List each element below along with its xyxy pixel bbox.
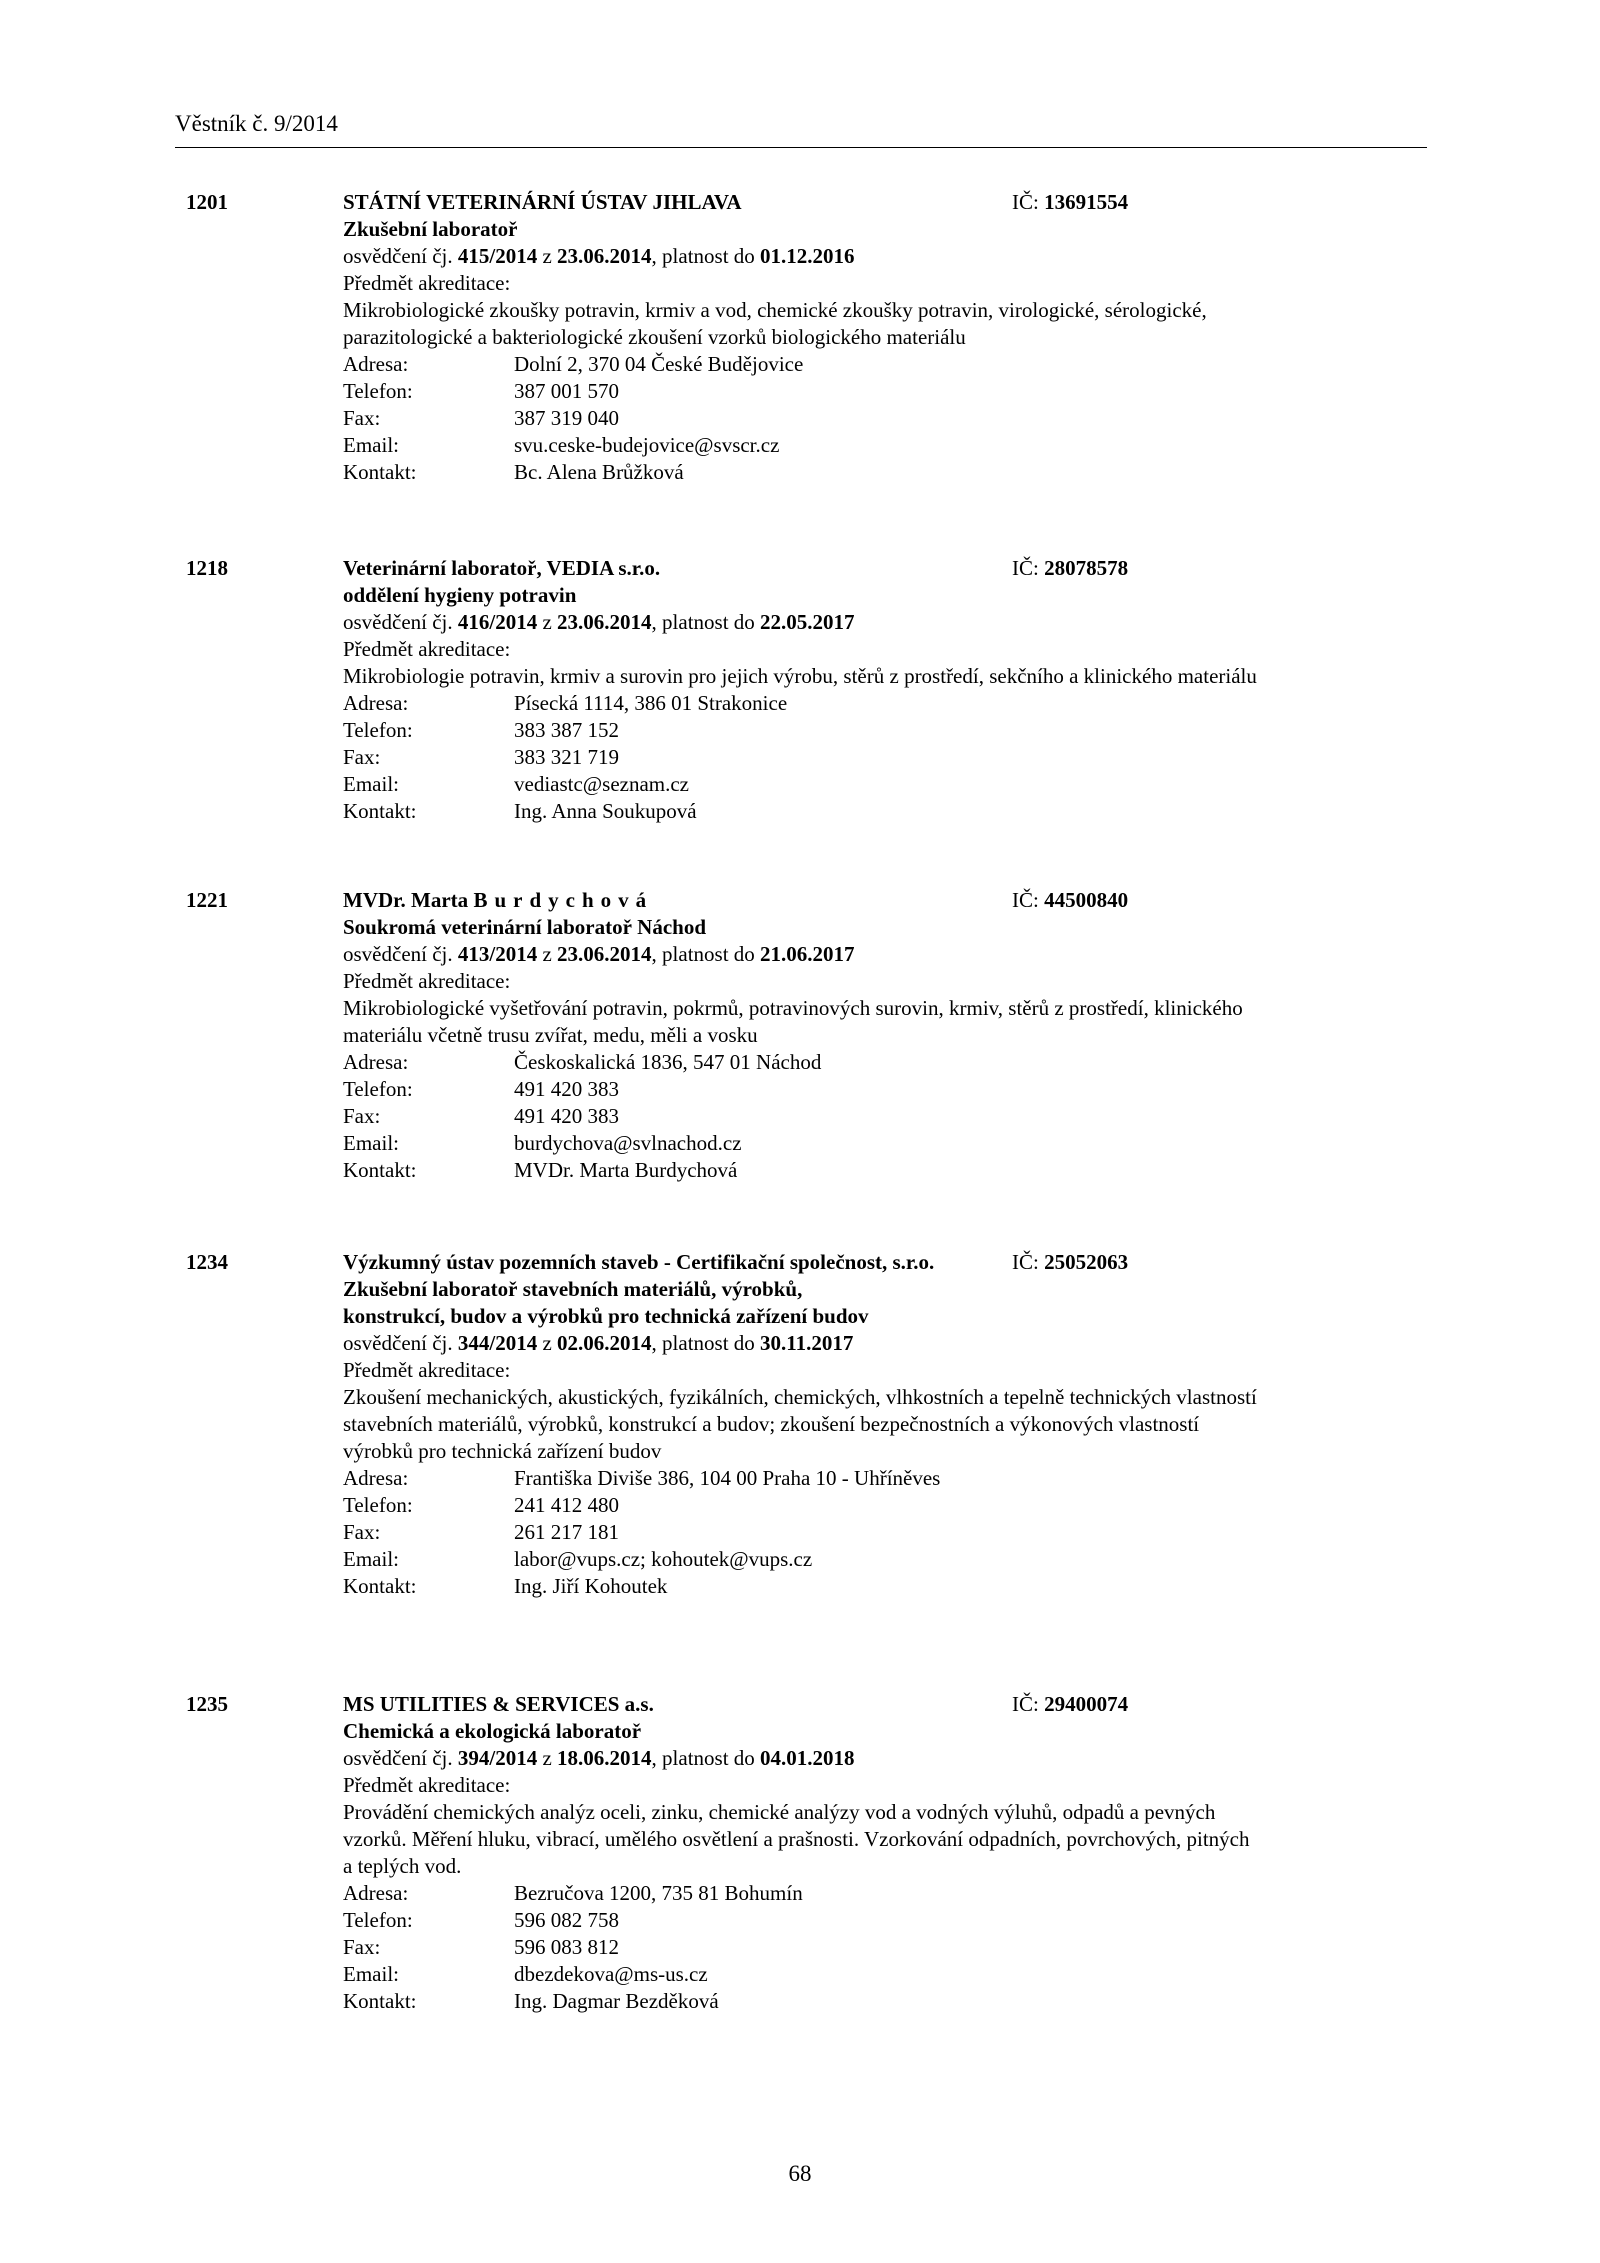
scope-text: Provádění chemických analýz oceli, zinku, chemické analýzy vod a vodných výluhů, odpadů a pevných — [343, 1800, 1216, 1824]
phone-row: Telefon: 596 082 758 — [343, 1908, 619, 1932]
entry-name: MVDr. Marta Burdychová — [343, 888, 654, 912]
address-value: Českoskalická 1836, 547 01 Náchod — [514, 1050, 822, 1074]
address-value: Dolní 2, 370 04 České Budějovice — [514, 352, 804, 376]
contact-value: Bc. Alena Brůžková — [514, 460, 684, 484]
valid-until: 21.06.2017 — [760, 942, 855, 966]
email-row: Email: labor@vups.cz; kohoutek@vups.cz — [343, 1547, 813, 1571]
ic-value: 13691554 — [1044, 190, 1129, 214]
email-row: Email: burdychova@svlnachod.cz — [343, 1131, 742, 1155]
fax-value: 491 420 383 — [514, 1104, 619, 1128]
bulletin-title: Věstník č. 9/2014 — [175, 111, 338, 136]
ic-value: 44500840 — [1044, 888, 1129, 912]
certificate-line: osvědčení čj. 416/2014 z 23.06.2014, platnost do 22.05.2017 — [343, 610, 855, 634]
phone-value: 241 412 480 — [514, 1493, 619, 1517]
fax-value: 261 217 181 — [514, 1520, 619, 1544]
ic-label: IČ: — [1012, 888, 1039, 912]
certificate-line: osvědčení čj. 344/2014 z 02.06.2014, platnost do 30.11.2017 — [343, 1331, 854, 1355]
ic-value: 25052063 — [1044, 1250, 1129, 1274]
address-value: Písecká 1114, 386 01 Strakonice — [514, 691, 788, 715]
entry-subtitle: konstrukcí, budov a výrobků pro technická zařízení budov — [343, 1304, 869, 1328]
scope-text: vzorků. Měření hluku, vibrací, umělého osvětlení a prašnosti. Vzorkování odpadních, povrchových, pitných — [343, 1827, 1250, 1851]
cert-number: 394/2014 — [457, 1746, 538, 1770]
email-value: dbezdekova@ms-us.cz — [514, 1962, 708, 1986]
entry-name: STÁTNÍ VETERINÁRNÍ ÚSTAV JIHLAVA — [343, 190, 742, 214]
fax-value: 596 083 812 — [514, 1935, 619, 1959]
certificate-line: osvědčení čj. 415/2014 z 23.06.2014, platnost do 01.12.2016 — [343, 244, 855, 268]
page-number: 68 — [788, 2161, 812, 2186]
cert-number: 416/2014 — [457, 610, 538, 634]
contact-value: Ing. Jiří Kohoutek — [514, 1574, 668, 1598]
phone-value: 387 001 570 — [514, 379, 619, 403]
fax-row: Fax: 491 420 383 — [343, 1104, 619, 1128]
scope-label: Předmět akreditace: — [343, 1773, 511, 1797]
entry-subtitle: oddělení hygieny potravin — [343, 583, 577, 607]
email-value: labor@vups.cz; kohoutek@vups.cz — [514, 1547, 813, 1571]
fax-row: Fax: 383 321 719 — [343, 745, 619, 769]
scope-text: Zkoušení mechanických, akustických, fyzikálních, chemických, vlhkostních a tepelně technických vlastností — [343, 1385, 1257, 1409]
email-row: Email: vediastc@seznam.cz — [343, 772, 690, 796]
entry-subtitle: Zkušební laboratoř — [343, 217, 518, 241]
ic-label: IČ: — [1012, 556, 1039, 580]
spaced-surname: Burdychová — [473, 888, 654, 912]
valid-until: 04.01.2018 — [760, 1746, 855, 1770]
fax-row: Fax: 387 319 040 — [343, 406, 619, 430]
entry-number: 1235 — [186, 1692, 228, 1716]
phone-row: Telefon: 387 001 570 — [343, 379, 619, 403]
phone-value: 491 420 383 — [514, 1077, 619, 1101]
scope-label: Předmět akreditace: — [343, 1358, 511, 1382]
phone-row: Telefon: 491 420 383 — [343, 1077, 619, 1101]
email-row: Email: dbezdekova@ms-us.cz — [343, 1962, 708, 1986]
address-value: Františka Diviše 386, 104 00 Praha 10 - Uhříněves — [514, 1466, 941, 1490]
contact-value: Ing. Anna Soukupová — [514, 799, 697, 823]
phone-value: 596 082 758 — [514, 1908, 619, 1932]
entry-number: 1234 — [186, 1250, 228, 1274]
fax-value: 383 321 719 — [514, 745, 619, 769]
email-value: burdychova@svlnachod.cz — [514, 1131, 742, 1155]
scope-text: stavebních materiálů, výrobků, konstrukcí a budov; zkoušení bezpečnostních a výkonových vlastností — [343, 1412, 1200, 1436]
cert-date: 18.06.2014 — [557, 1746, 652, 1770]
email-value: svu.ceske-budejovice@svscr.cz — [514, 433, 780, 457]
scope-text: Mikrobiologické vyšetřování potravin, pokrmů, potravinových surovin, krmiv, stěrů z prostředí, klinického — [343, 996, 1243, 1020]
entry-name: MS UTILITIES & SERVICES a.s. — [343, 1692, 654, 1716]
phone-row: Telefon: 241 412 480 — [343, 1493, 619, 1517]
scope-text: výrobků pro technická zařízení budov — [343, 1439, 662, 1463]
address-row: Adresa: Písecká 1114, 386 01 Strakonice — [343, 691, 788, 715]
cert-date: 23.06.2014 — [557, 244, 652, 268]
ic-label: IČ: — [1012, 1250, 1039, 1274]
scope-text: parazitologické a bakteriologické zkoušení vzorků biologického materiálu — [343, 325, 966, 349]
contact-row: Kontakt: Bc. Alena Brůžková — [343, 460, 684, 484]
cert-date: 23.06.2014 — [557, 610, 652, 634]
contact-row: Kontakt: MVDr. Marta Burdychová — [343, 1158, 738, 1182]
page-header — [175, 112, 1427, 148]
fax-row: Fax: 596 083 812 — [343, 1935, 619, 1959]
cert-date: 02.06.2014 — [557, 1331, 652, 1355]
scope-label: Předmět akreditace: — [343, 271, 511, 295]
address-row: Adresa: Bezručova 1200, 735 81 Bohumín — [343, 1881, 803, 1905]
email-value: vediastc@seznam.cz — [514, 772, 690, 796]
scope-text: Mikrobiologie potravin, krmiv a surovin pro jejich výrobu, stěrů z prostředí, sekčního a klinického materiálu — [343, 664, 1257, 688]
address-row: Adresa: Františka Diviše 386, 104 00 Praha 10 - Uhříněves — [343, 1466, 941, 1490]
email-row: Email: svu.ceske-budejovice@svscr.cz — [343, 433, 780, 457]
scope-label: Předmět akreditace: — [343, 637, 511, 661]
scope-text: Mikrobiologické zkoušky potravin, krmiv a vod, chemické zkoušky potravin, virologické, sérologické, — [343, 298, 1207, 322]
ic-label: IČ: — [1012, 190, 1039, 214]
address-row: Adresa: Českoskalická 1836, 547 01 Náchod — [343, 1050, 822, 1074]
entry-name: Výzkumný ústav pozemních staveb - Certifikační společnost, s.r.o. — [343, 1250, 935, 1274]
cert-number: 415/2014 — [457, 244, 538, 268]
certificate-line: osvědčení čj. 394/2014 z 18.06.2014, platnost do 04.01.2018 — [343, 1746, 855, 1770]
valid-until: 30.11.2017 — [760, 1331, 854, 1355]
contact-row: Kontakt: Ing. Jiří Kohoutek — [343, 1574, 668, 1598]
address-row: Adresa: Dolní 2, 370 04 České Budějovice — [343, 352, 804, 376]
phone-row: Telefon: 383 387 152 — [343, 718, 619, 742]
address-value: Bezručova 1200, 735 81 Bohumín — [514, 1881, 803, 1905]
contact-value: MVDr. Marta Burdychová — [514, 1158, 738, 1182]
entry-number: 1201 — [186, 190, 228, 214]
valid-until: 22.05.2017 — [760, 610, 855, 634]
scope-label: Předmět akreditace: — [343, 969, 511, 993]
cert-date: 23.06.2014 — [557, 942, 652, 966]
cert-number: 344/2014 — [457, 1331, 538, 1355]
certificate-line: osvědčení čj. 413/2014 z 23.06.2014, platnost do 21.06.2017 — [343, 942, 855, 966]
entry-name: Veterinární laboratoř, VEDIA s.r.o. — [343, 556, 661, 580]
ic-value: 28078578 — [1044, 556, 1129, 580]
fax-value: 387 319 040 — [514, 406, 619, 430]
entry-subtitle: Soukromá veterinární laboratoř Náchod — [343, 915, 707, 939]
valid-until: 01.12.2016 — [760, 244, 855, 268]
fax-row: Fax: 261 217 181 — [343, 1520, 619, 1544]
ic-label: IČ: — [1012, 1692, 1039, 1716]
entry-number: 1221 — [186, 888, 228, 912]
cert-number: 413/2014 — [457, 942, 538, 966]
entry-subtitle: Chemická a ekologická laboratoř — [343, 1719, 642, 1743]
scope-text: materiálu včetně trusu zvířat, medu, měli a vosku — [343, 1023, 758, 1047]
contact-value: Ing. Dagmar Bezděková — [514, 1989, 719, 2013]
contact-row: Kontakt: Ing. Anna Soukupová — [343, 799, 697, 823]
entry-number: 1218 — [186, 556, 228, 580]
entry-subtitle: Zkušební laboratoř stavebních materiálů, výrobků, — [343, 1277, 803, 1301]
scope-text: a teplých vod. — [343, 1854, 462, 1878]
ic-value: 29400074 — [1044, 1692, 1129, 1716]
phone-value: 383 387 152 — [514, 718, 619, 742]
contact-row: Kontakt: Ing. Dagmar Bezděková — [343, 1989, 719, 2013]
